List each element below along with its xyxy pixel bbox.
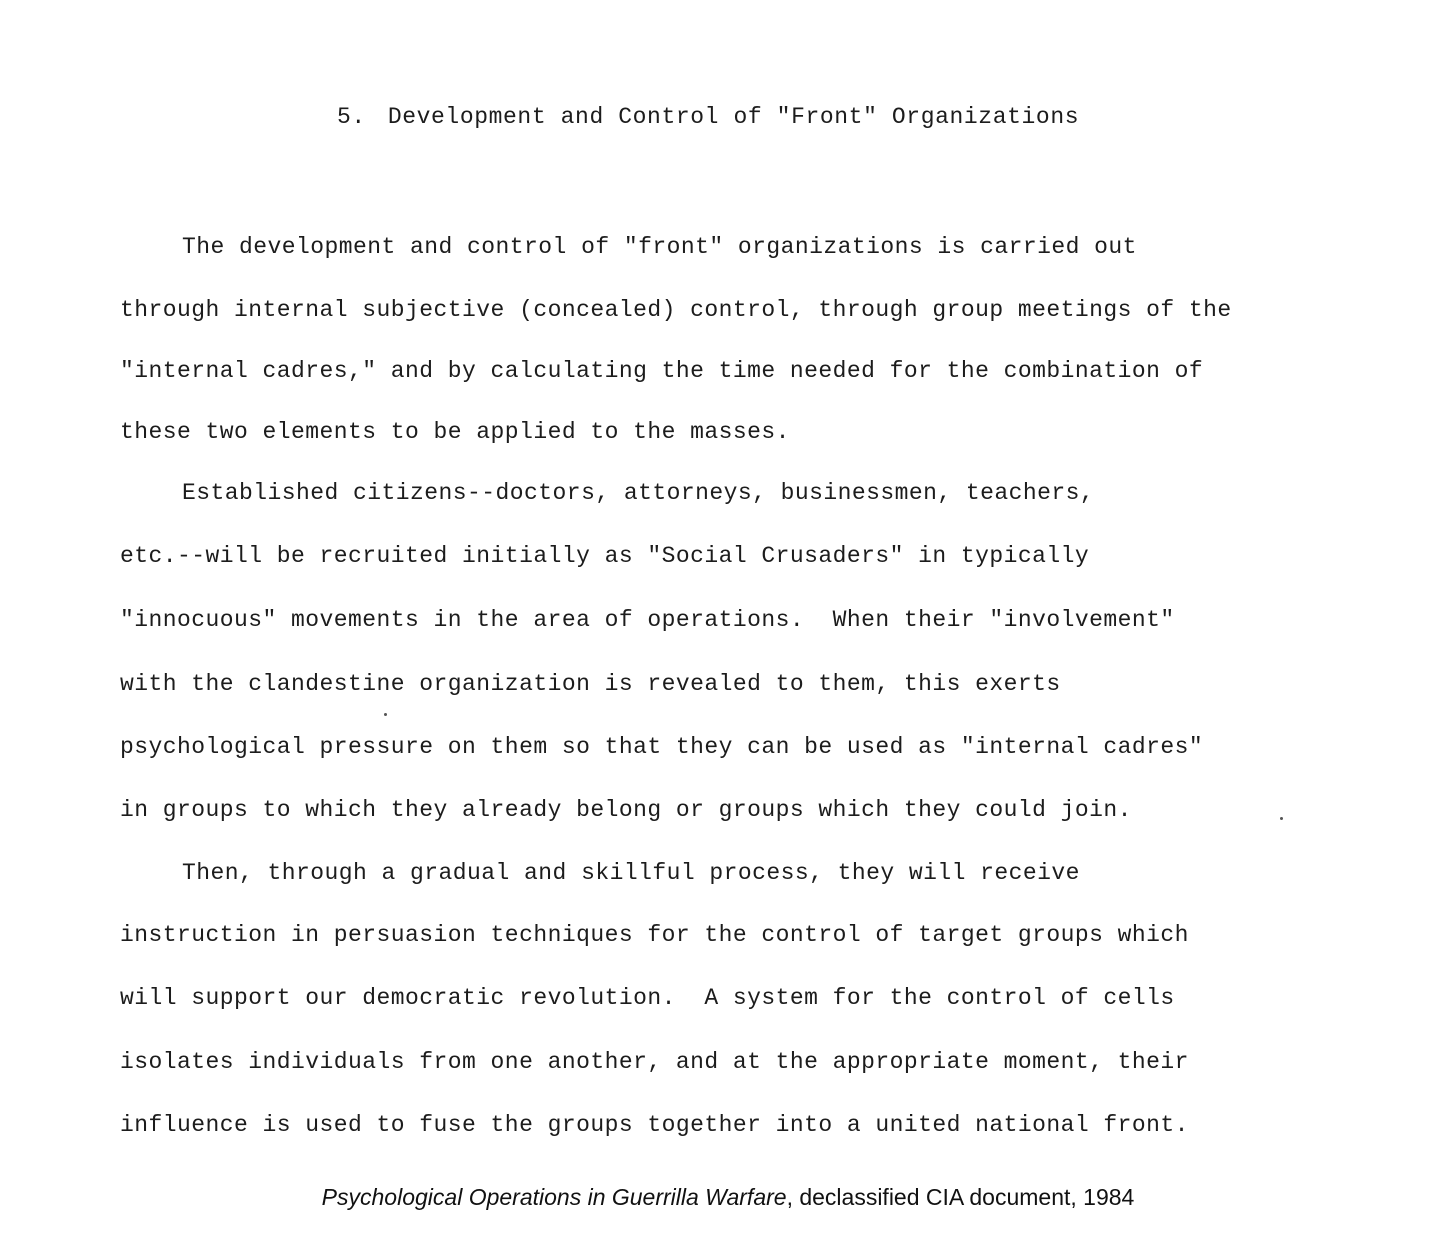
paragraph-3-line-3: will support our democratic revolution. A system for the control of cells bbox=[120, 985, 1175, 1011]
paragraph-3-line-2: instruction in persuasion techniques for the control of target groups which bbox=[120, 922, 1189, 948]
paragraph-2-line-6: in groups to which they already belong or groups which they could join. bbox=[120, 797, 1132, 823]
paragraph-3-line-5: influence is used to fuse the groups together into a united national front. bbox=[120, 1112, 1189, 1138]
paragraph-2-line-2: etc.--will be recruited initially as "Social Crusaders" in typically bbox=[120, 543, 1090, 569]
caption-source-title: Psychological Operations in Guerrilla Warfare bbox=[321, 1184, 787, 1210]
caption bbox=[0, 1184, 1456, 1211]
paragraph-3-line-4: isolates individuals from one another, and at the appropriate moment, their bbox=[120, 1049, 1189, 1075]
paragraph-2-line-3: "innocuous" movements in the area of operations. When their "involvement" bbox=[120, 607, 1175, 633]
section-number: 5. bbox=[337, 104, 366, 130]
paragraph-3-line-1: Then, through a gradual and skillful process, they will receive bbox=[182, 860, 1080, 886]
section-title: Development and Control of "Front" Organizations bbox=[387, 104, 1080, 130]
paragraph-2-line-4: with the clandestine organization is revealed to them, this exerts bbox=[120, 671, 1061, 697]
caption-source-detail: , declassified CIA document, 1984 bbox=[786, 1184, 1135, 1210]
scan-speck bbox=[384, 713, 387, 716]
scan-speck bbox=[1280, 817, 1283, 820]
paragraph-1-line-4: these two elements to be applied to the masses. bbox=[120, 419, 790, 445]
paragraph-2-line-1: Established citizens--doctors, attorneys, businessmen, teachers, bbox=[182, 480, 1095, 506]
paragraph-1-line-1: The development and control of "front" organizations is carried out bbox=[182, 234, 1137, 260]
paragraph-2-line-5: psychological pressure on them so that they can be used as "internal cadres" bbox=[120, 734, 1204, 760]
paragraph-1-line-2: through internal subjective (concealed) control, through group meetings of the bbox=[120, 297, 1232, 323]
section-heading bbox=[337, 104, 1079, 130]
paragraph-1-line-3: "internal cadres," and by calculating the time needed for the combination of bbox=[120, 358, 1204, 384]
